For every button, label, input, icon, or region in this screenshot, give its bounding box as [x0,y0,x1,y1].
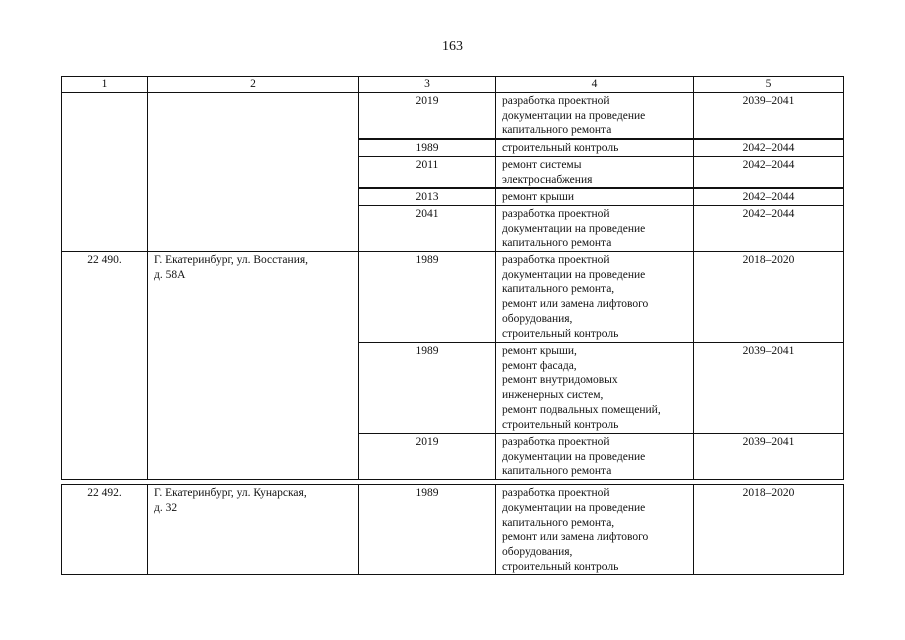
page-number: 163 [442,39,463,54]
header-col-3: 3 [359,77,496,93]
work-type-cell: ремонт системы электроснабжения [496,156,694,188]
table-row [62,252,844,343]
header-col-4: 4 [496,77,694,93]
period-cell: 2039–2041 [694,93,844,140]
work-type-cell: ремонт крыши, ремонт фасада, ремонт внутридомовых инженерных систем, ремонт подвальных помещений, строительный контроль [496,343,694,434]
period-cell: 2042–2044 [694,188,844,205]
year-cell: 1989 [359,485,496,575]
header-col-5: 5 [694,77,844,93]
table-row [62,485,844,575]
year-cell: 2019 [359,434,496,480]
year-cell: 2013 [359,188,496,205]
work-type-cell: разработка проектной документации на проведение капитального ремонта [496,205,694,251]
work-type-cell: ремонт крыши [496,188,694,205]
row-number-cell: 22 490. [62,252,148,480]
work-type-cell: разработка проектной документации на проведение капитального ремонта [496,434,694,480]
row-number-cell: 22 492. [62,485,148,575]
year-cell: 1989 [359,252,496,343]
period-cell: 2018–2020 [694,485,844,575]
year-cell: 2019 [359,93,496,140]
period-cell: 2018–2020 [694,252,844,343]
address-cell: Г. Екатеринбург, ул. Восстания, д. 58А [148,252,359,480]
capital-repair-table [61,76,844,575]
row-number-cell [62,93,148,252]
year-cell: 2011 [359,156,496,188]
address-cell: Г. Екатеринбург, ул. Кунарская, д. 32 [148,485,359,575]
header-col-2: 2 [148,77,359,93]
year-cell: 1989 [359,139,496,156]
period-cell: 2039–2041 [694,434,844,480]
work-type-cell: разработка проектной документации на проведение капитального ремонта, ремонт или замена лифтового оборудования, строительный контроль [496,252,694,343]
table-row [62,93,844,140]
address-cell [148,93,359,252]
period-cell: 2042–2044 [694,156,844,188]
period-cell: 2042–2044 [694,205,844,251]
table-header-row [62,77,844,93]
work-type-cell: разработка проектной документации на проведение капитального ремонта, ремонт или замена лифтового оборудования, строительный контроль [496,485,694,575]
header-col-1: 1 [62,77,148,93]
year-cell: 1989 [359,343,496,434]
year-cell: 2041 [359,205,496,251]
work-type-cell: разработка проектной документации на проведение капитального ремонта [496,93,694,140]
period-cell: 2042–2044 [694,139,844,156]
work-type-cell: строительный контроль [496,139,694,156]
period-cell: 2039–2041 [694,343,844,434]
